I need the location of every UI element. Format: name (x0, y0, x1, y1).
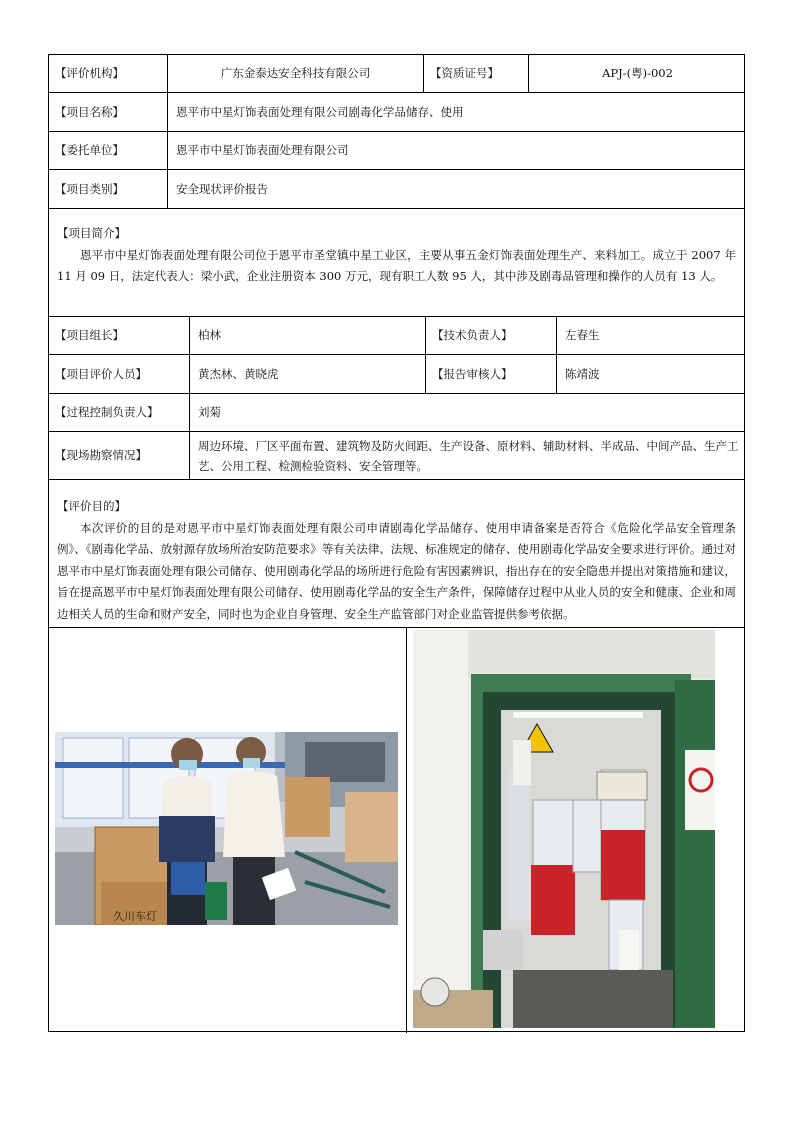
site-photo-storage (413, 630, 715, 1028)
site-photo-staff (55, 732, 398, 925)
category-label: 【项目类别】 (55, 181, 124, 196)
row-project-name (49, 93, 744, 132)
row-process-control (49, 394, 744, 432)
survey-label: 【现场勘察情况】 (55, 448, 147, 463)
row-leader (49, 317, 744, 355)
leader-label: 【项目组长】 (55, 328, 124, 343)
reviewer-value: 陈靖波 (556, 355, 746, 393)
row-evaluators (49, 355, 744, 394)
client-label: 【委托单位】 (55, 143, 124, 158)
tech-value: 左春生 (556, 317, 746, 354)
intro-heading: 【项目简介】 (57, 226, 126, 240)
row-site-survey (49, 432, 744, 480)
project-name-value: 恩平市中星灯饰表面处理有限公司剧毒化学品储存、使用 (167, 93, 746, 131)
evaluators-value: 黄杰林、黄晓虎 (189, 355, 425, 393)
reviewer-label: 【报告审核人】 (425, 355, 556, 393)
row-organization (49, 55, 744, 93)
evaluators-label: 【项目评价人员】 (55, 366, 147, 381)
category-value: 安全现状评价报告 (167, 170, 746, 208)
project-name-label: 【项目名称】 (55, 104, 124, 119)
row-intro (49, 209, 744, 317)
client-value: 恩平市中星灯饰表面处理有限公司 (167, 132, 746, 169)
org-value: 广东金泰达安全科技有限公司 (167, 55, 423, 92)
evaluation-info-table (48, 54, 745, 1032)
org-label: 【评价机构】 (55, 66, 124, 81)
survey-value: 周边环境、厂区平面布置、建筑物及防火间距、生产设备、原材料、辅助材料、半成品、中间产品、生产工艺、公用工程、检测检验资料、安全管理等。 (189, 432, 746, 479)
row-purpose (49, 480, 744, 628)
cert-value: APJ-(粤)-002 (528, 55, 746, 92)
tech-label: 【技术负责人】 (425, 317, 556, 354)
door-panel (675, 680, 715, 1028)
intro-text: 恩平市中星灯饰表面处理有限公司位于恩平市圣堂镇中星工业区，主要从事五金灯饰表面处理生产、来料加工。成立于 2007 年 11 月 09 日，法定代表人：梁小武，企业注册资本 300 万元，现有职工人数 95 人，其中涉及剧毒品管理和操作的人员有 13 人。 (57, 247, 736, 283)
process-value: 刘菊 (189, 394, 746, 431)
box-label-text: 久川车灯 (113, 910, 157, 923)
row-client (49, 132, 744, 170)
purpose-heading: 【评价目的】 (57, 499, 126, 513)
cert-label: 【资质证号】 (423, 55, 528, 92)
purpose-text: 本次评价的目的是对恩平市中星灯饰表面处理有限公司申请剧毒化学品储存、使用申请备案是否符合《危险化学品安全管理条例》、《剧毒化学品、放射源存放场所治安防范要求》等有关法律、法规、标准规定的储存、使用剧毒化学品安全要求进行评价。通过对恩平市中星灯饰表面处理有限公司储存、使用剧毒化学品的场所进行危险有害因素辨识，指出存在的安全隐患并提出对策措施和建议，旨在提高恩平市中星灯饰表面处理有限公司储存、使用剧毒化学品的安全生产条件，保障储存过程中从业人员的安全和健康、企业和周边相关人员的生命和财产安全，同时也为企业自身管理、安全生产监管部门对企业监管提供参考依据。 (57, 520, 736, 621)
row-category (49, 170, 744, 209)
photo-divider (406, 628, 407, 1033)
leader-value: 柏林 (189, 317, 425, 354)
process-label: 【过程控制负责人】 (55, 405, 159, 420)
